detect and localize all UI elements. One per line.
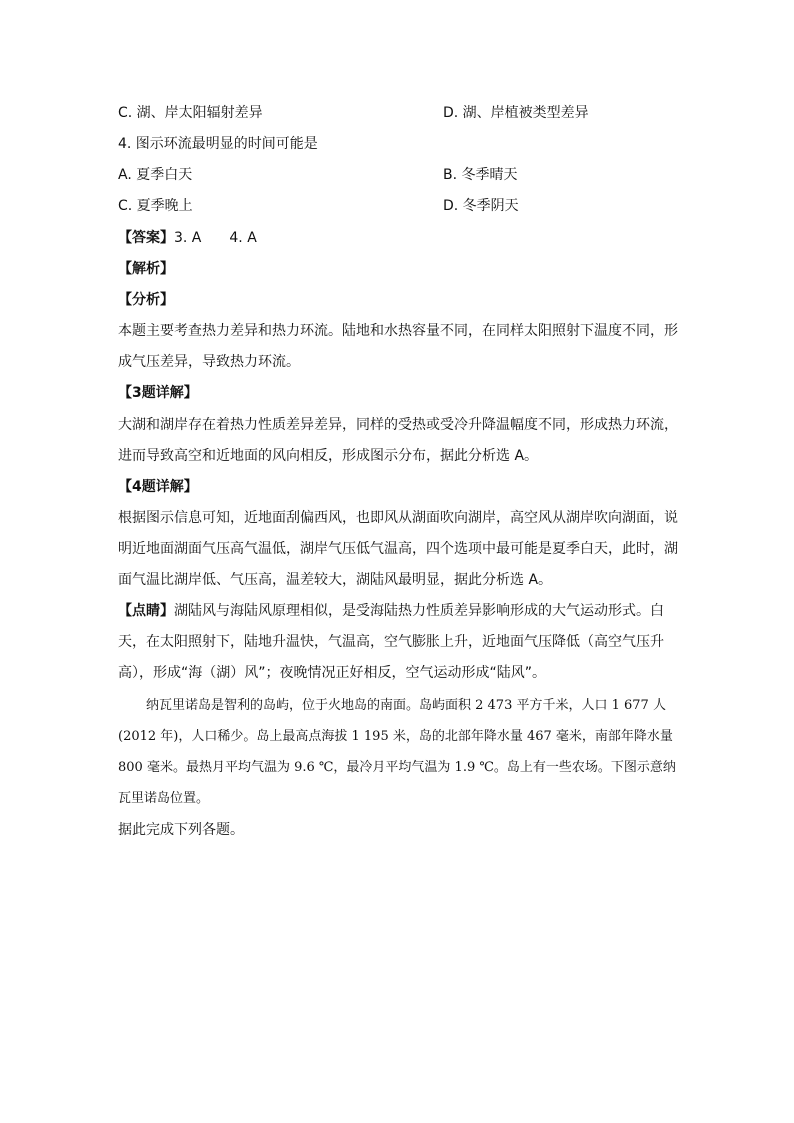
dianjing-tag: 【点睛】 (118, 603, 174, 619)
material-prompt: 据此完成下列各题。 (118, 822, 244, 838)
q3-detail-text: 大湖和湖岸存在着热力性质差异差异，同样的受热或受冷升降温幅度不同，形成热力环流，进而导致高空和近地面的风向相反，形成图示分布，据此分析选 A。 (118, 417, 678, 464)
material-text: 纳瓦里诺岛是智利的岛屿，位于火地岛的南面。岛屿面积 2 473 平方千米，人口 1 677 人(2012 年)，人口稀少。岛上最高点海拔 1 195 米，岛的北部年降水量 467 毫米，南部年降水量 800 毫米。最热月平均气温为 9.6 ℃，最冷月平均气温为 1.9 ℃。岛上有一些农场。下图示意纳瓦里诺岛位置。 (118, 698, 676, 806)
answer-line (118, 228, 678, 248)
answer-tag: 【答案】 (118, 230, 174, 246)
q3-options-row (118, 103, 678, 123)
dianjing-text: 湖陆风与海陆风原理相似，是受海陆热力性质差异影响形成的大气运动形式。白天，在太阳照射下，陆地升温快，气温高，空气膨胀上升，近地面气压降低（高空气压升高），形成“海（湖）风”；夜晚情况正好相反，空气运动形成“陆风”。 (118, 603, 664, 681)
q3-option-d[interactable]: D. 湖、岸植被类型差异 (443, 105, 589, 121)
q4-options-row-1 (118, 165, 678, 185)
q4-detail-tag: 【4题详解】 (118, 479, 198, 495)
answer-value: 3. A 4. A (174, 230, 257, 246)
q4-option-b[interactable]: B. 冬季晴天 (443, 167, 518, 183)
q4-stem: 4. 图示环流最明显的时间可能是 (118, 136, 318, 152)
fenxi-text: 本题主要考查热力差异和热力环流。陆地和水热容量不同，在同样太阳照射下温度不同，形成气压差异，导致热力环流。 (118, 323, 678, 370)
fenxi-tag: 【分析】 (118, 292, 174, 308)
q3-option-c[interactable]: C. 湖、岸太阳辐射差异 (118, 105, 263, 121)
q4-options-row-2 (118, 196, 678, 216)
q4-option-d[interactable]: D. 冬季阴天 (443, 198, 519, 214)
q4-option-a[interactable]: A. 夏季白天 (118, 167, 193, 183)
q4-detail-text: 根据图示信息可知，近地面刮偏西风，也即风从湖面吹向湖岸，高空风从湖岸吹向湖面，说明近地面湖面气压高气温低，湖岸气压低气温高，四个选项中最可能是夏季白天，此时，湖面气温比湖岸低、气压高，温差较大，湖陆风最明显，据此分析选 A。 (118, 510, 678, 588)
q3-detail-tag: 【3题详解】 (118, 385, 198, 401)
dianjing-block (118, 596, 678, 689)
jiexi-tag: 【解析】 (118, 261, 174, 277)
q4-option-c[interactable]: C. 夏季晚上 (118, 198, 193, 214)
